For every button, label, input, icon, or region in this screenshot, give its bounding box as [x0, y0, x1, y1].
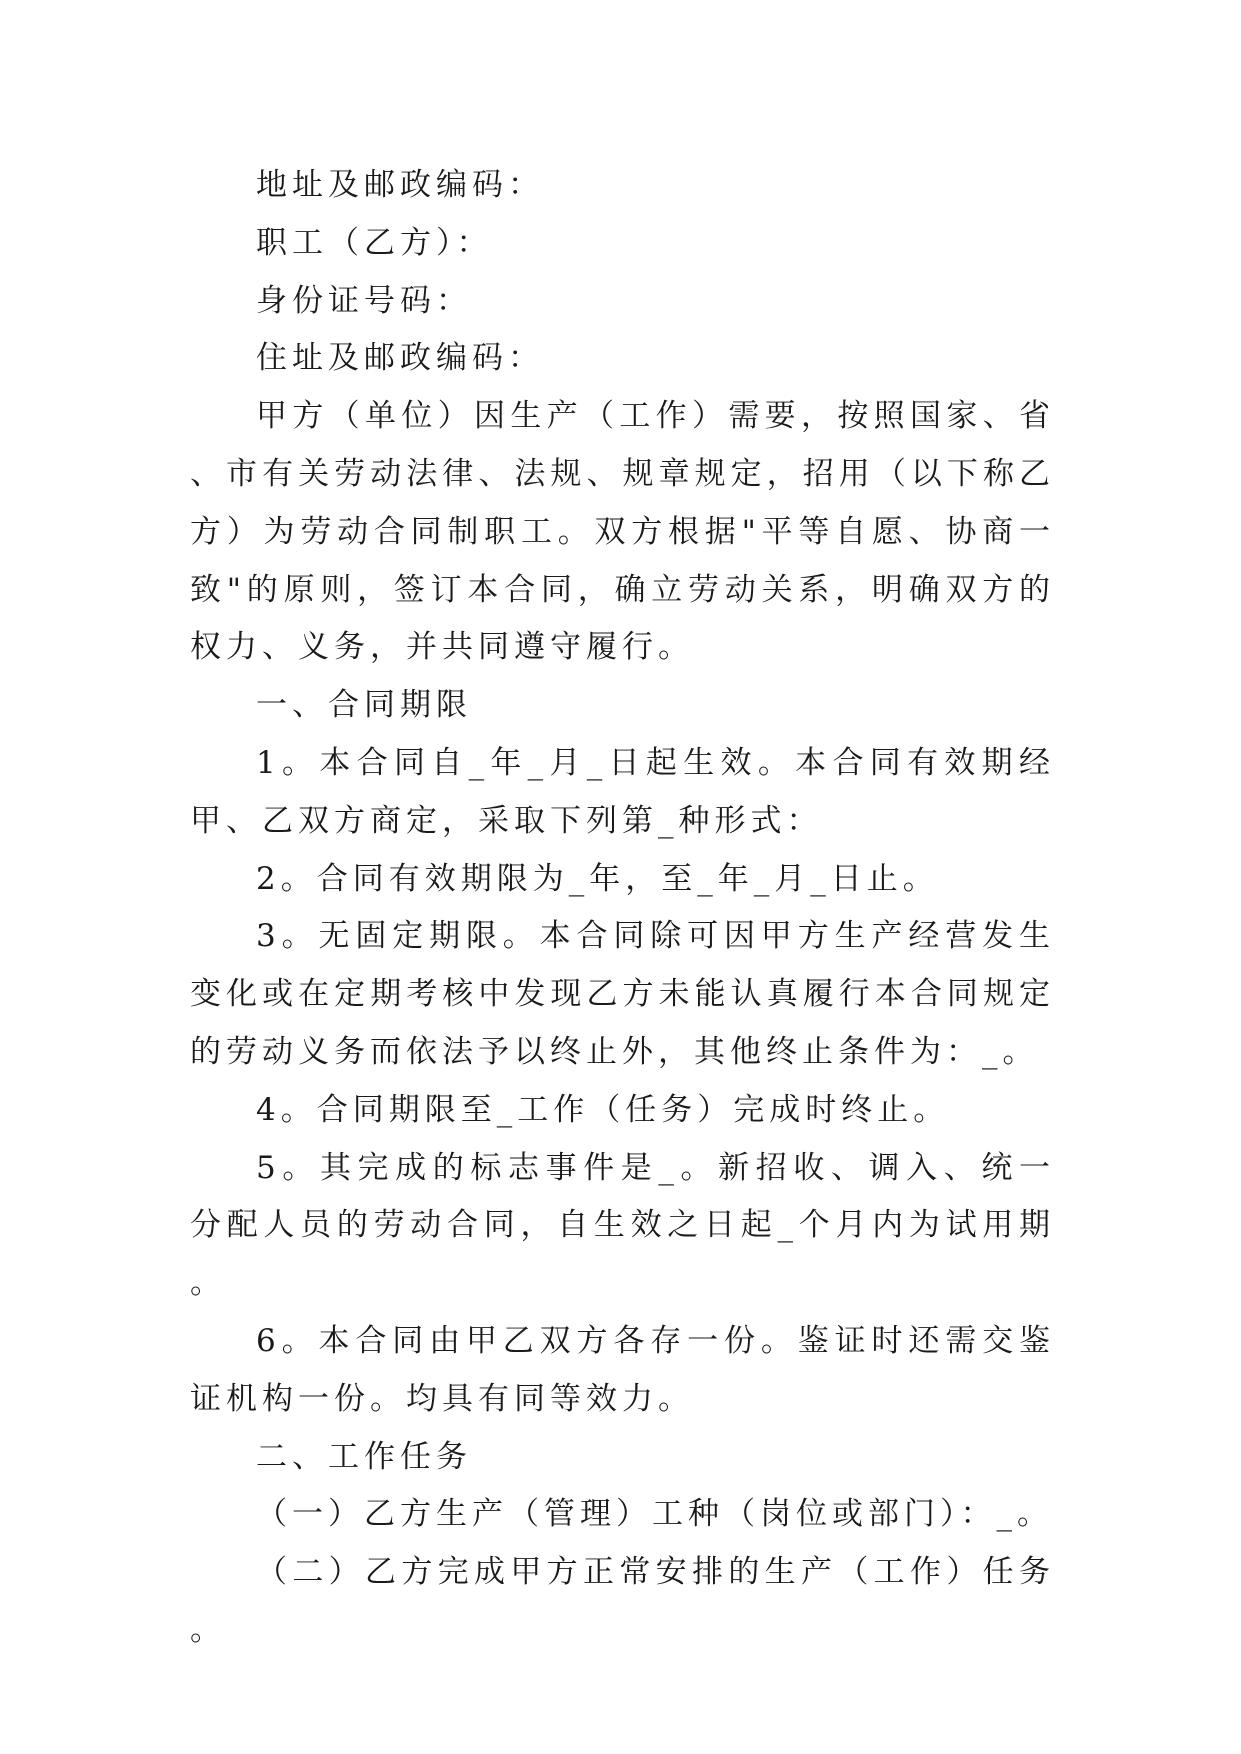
- work-task-item-1: （一）乙方生产（管理）工种（岗位或部门）：_。: [256, 1496, 1053, 1533]
- section-heading-contract-term: 一、合同期限: [256, 687, 472, 724]
- paragraph-address-postcode: 地址及邮政编码：: [256, 167, 544, 203]
- clause-5: 5。其完成的标志事件是_。新招收、调入、统一分配人员的劳动合同，自生效之日起_个月内为试用期。: [190, 1149, 1055, 1302]
- paragraph-preamble: 甲方（单位）因生产（工作）需要，按照国家、省、市有关劳动法律、法规、规章规定，招用（以下称乙方）为劳动合同制职工。双方根据"平等自愿、协商一致"的原则，签订本合同，确立劳动关系，明确双方的权力、义务，并共同遵守履行。: [190, 398, 1055, 666]
- clause-4: 4。合同期限至_工作（任务）完成时终止。: [256, 1091, 950, 1128]
- paragraph-residence-postcode: 住址及邮政编码：: [256, 340, 544, 377]
- clause-1: 1。本合同自_年_月_日起生效。本合同有效期经甲、乙双方商定，采取下列第_种形式：: [190, 744, 1055, 839]
- section-heading-work-tasks: 二、工作任务: [256, 1438, 472, 1475]
- paragraph-id-number: 身份证号码：: [256, 282, 472, 319]
- paragraph-employee-party-b: 职工（乙方）：: [256, 224, 493, 261]
- clause-3: 3。无固定期限。本合同除可因甲方生产经营发生变化或在定期考核中发现乙方未能认真履行本合同规定的劳动义务而依法予以终止外，其他终止条件为：_。: [190, 918, 1055, 1070]
- work-task-item-2: （二）乙方完成甲方正常安排的生产（工作）任务。: [190, 1554, 1055, 1648]
- document-body: [190, 157, 1055, 1660]
- clause-6: 6。本合同由甲乙双方各存一份。鉴证时还需交鉴证机构一份。均具有同等效力。: [190, 1322, 1055, 1417]
- clause-2: 2。合同有效期限为_年，至_年_月_日止。: [256, 860, 939, 897]
